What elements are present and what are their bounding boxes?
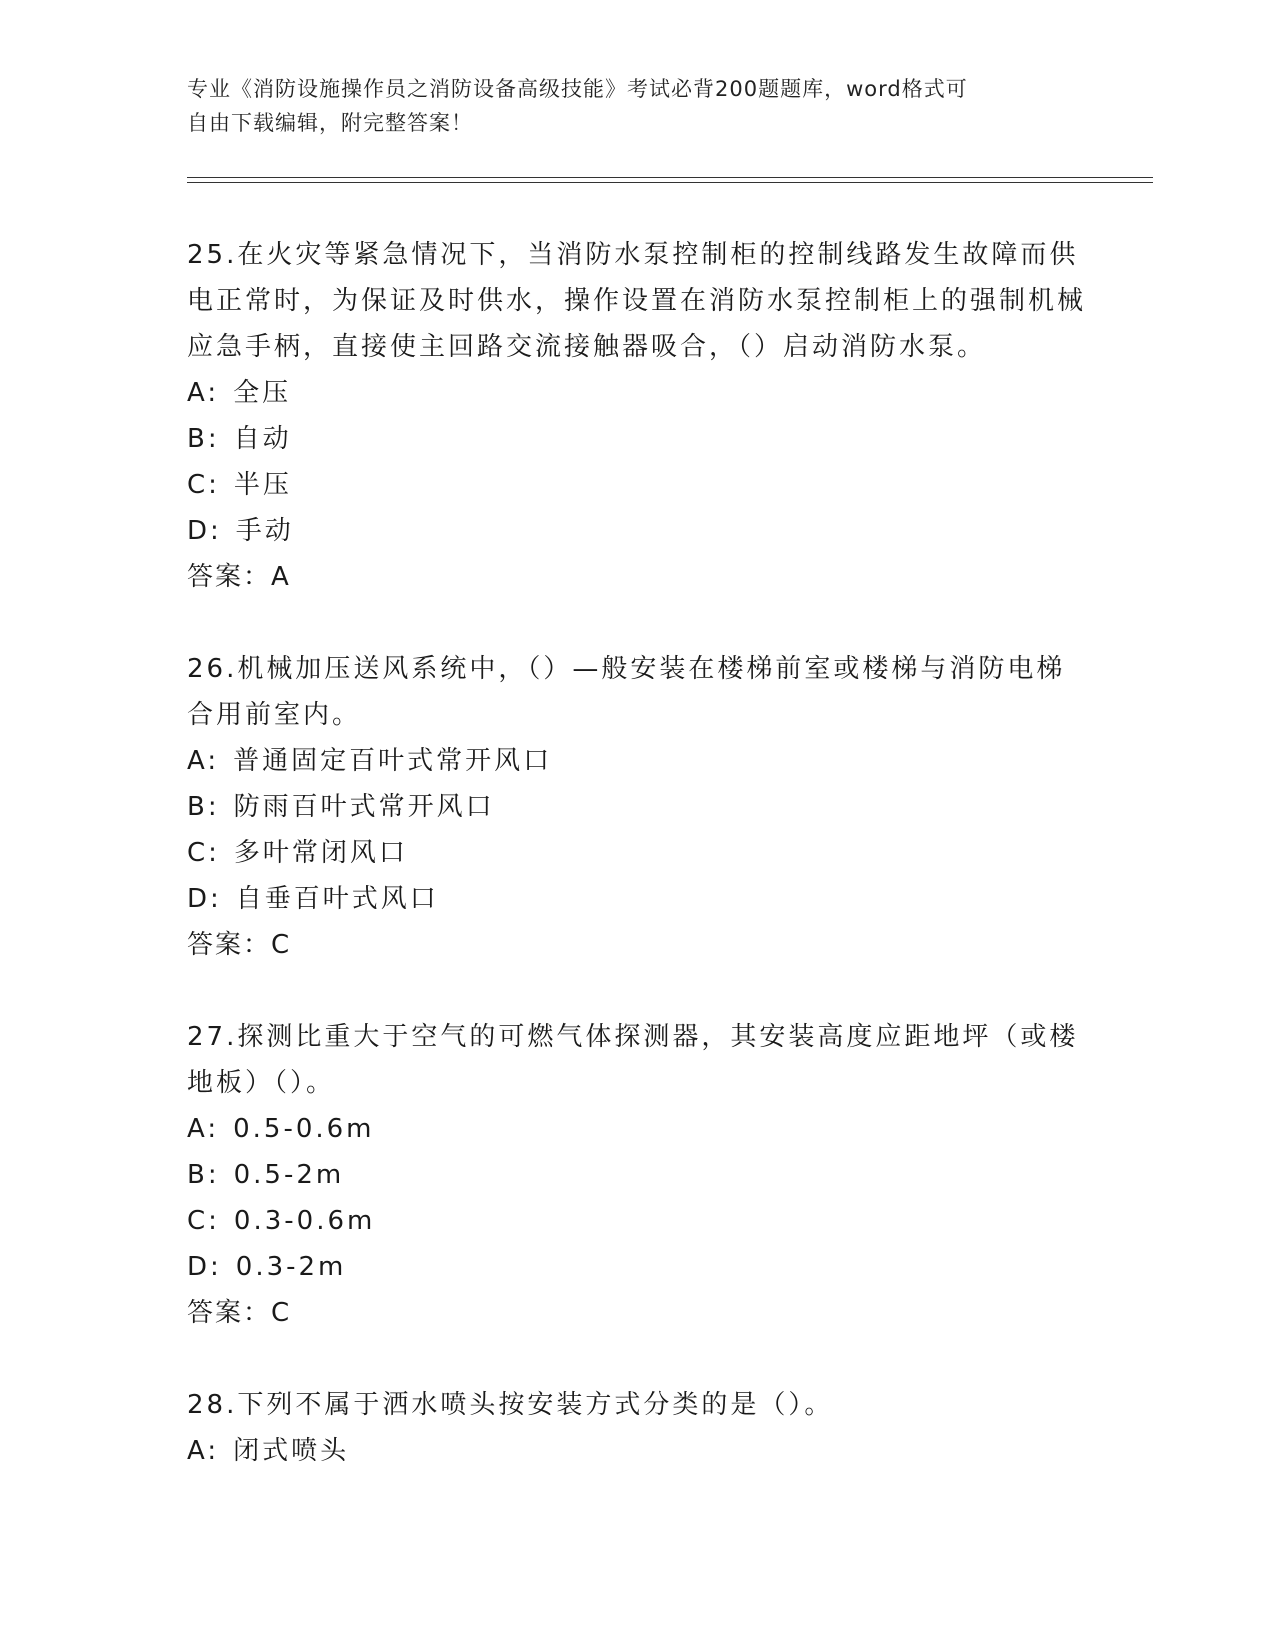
answer-line: 答案：C [187,1298,292,1328]
option-b [187,784,1087,830]
option-letter: C: [187,838,220,868]
question-list [187,232,1087,1520]
option-letter: A: [187,378,220,408]
question-item [187,646,1087,968]
question-text: 26.机械加压送风系统中，（）—般安装在楼梯前室或楼梯与消防电梯合用前室内。 [187,654,1066,730]
option-text: 自垂百叶式风口 [235,884,439,914]
option-d [187,876,1087,922]
header-divider-bottom [187,182,1153,183]
option-text: 多叶常闭风口 [233,838,408,868]
option-letter: D: [187,516,222,546]
option-letter: A: [187,746,220,776]
option-text: 自动 [233,424,292,454]
option-text: 0.3-2m [235,1252,347,1282]
option-text: 0.5-2m [233,1160,345,1190]
option-a [187,1428,1087,1474]
option-letter: D: [187,1252,222,1282]
option-letter: C: [187,470,220,500]
option-letter: D: [187,884,222,914]
option-c [187,1198,1087,1244]
header-divider-top [187,177,1153,178]
option-b [187,1152,1087,1198]
question-text: 28.下列不属于洒水喷头按安装方式分类的是（）。 [187,1390,834,1420]
option-letter: B: [187,792,220,822]
option-text: 0.3-0.6m [233,1206,376,1236]
option-letter: A: [187,1114,220,1144]
option-letter: C: [187,1206,220,1236]
option-b [187,416,1087,462]
option-text: 半压 [233,470,292,500]
option-c [187,830,1087,876]
question-item [187,232,1087,600]
header-line-2: 自由下载编辑，附完整答案！ [187,111,473,135]
question-text: 27.探测比重大于空气的可燃气体探测器，其安装高度应距地坪（或楼地板）（）。 [187,1022,1079,1098]
option-text: 普通固定百叶式常开风口 [233,746,553,776]
option-a [187,1106,1087,1152]
option-text: 闭式喷头 [233,1436,350,1466]
question-text: 25.在火灾等紧急情况下，当消防水泵控制柜的控制线路发生故障而供电正常时，为保证及时供水，操作设置在消防水泵控制柜上的强制机械应急手柄，直接使主回路交流接触器吸合，（）启动消防水泵。 [187,240,1087,362]
option-a [187,370,1087,416]
header-line-1: 专业《消防设施操作员之消防设备高级技能》考试必背200题题库，word格式可 [187,77,968,101]
option-text: 0.5-0.6m [233,1114,375,1144]
question-item [187,1382,1087,1474]
question-item [187,1014,1087,1336]
document-header [187,72,1087,140]
option-letter: B: [187,424,220,454]
option-letter: A: [187,1436,220,1466]
option-text: 手动 [235,516,294,546]
option-c [187,462,1087,508]
option-text: 防雨百叶式常开风口 [233,792,495,822]
option-d [187,508,1087,554]
option-text: 全压 [233,378,292,408]
option-letter: B: [187,1160,220,1190]
option-d [187,1244,1087,1290]
answer-line: 答案：A [187,562,291,592]
answer-line: 答案：C [187,930,292,960]
option-a [187,738,1087,784]
